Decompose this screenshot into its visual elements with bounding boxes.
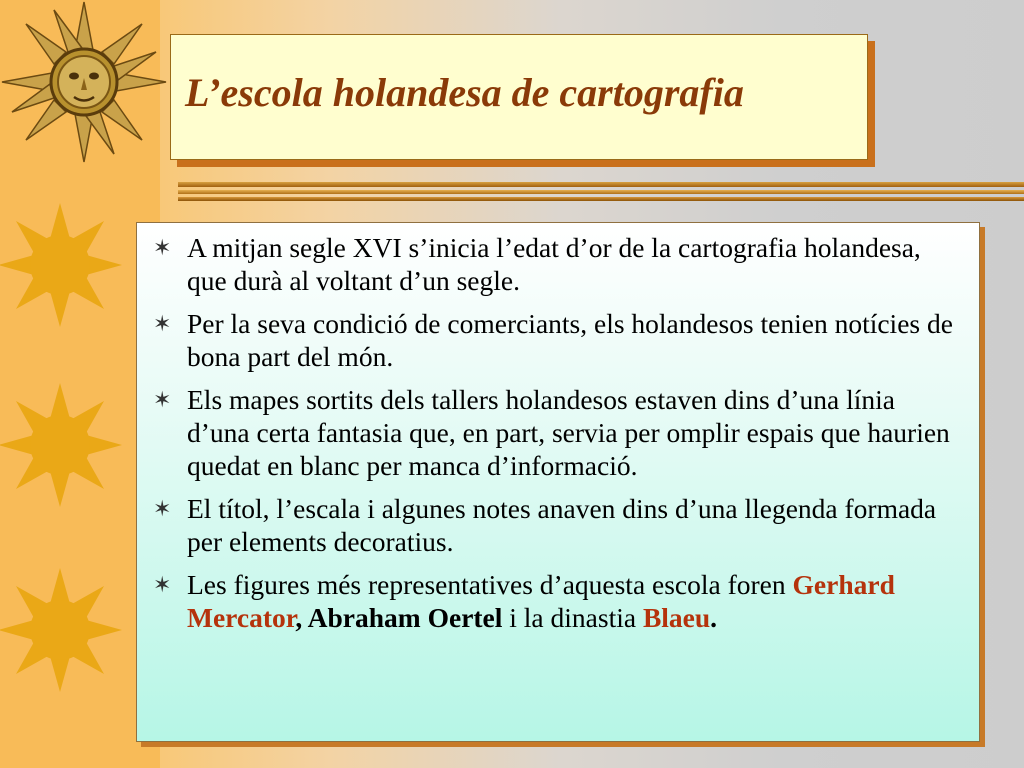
title-box [170,34,868,160]
bullet-text-middle: i la dinastia [502,602,643,633]
bullet-text: Per la seva condició de comerciants, els holandesos tenien notícies de bona part del món. [187,308,953,372]
bullet-text: El títol, l’escala i algunes notes anaven dins d’una llegenda formada per elements decoratius. [187,493,937,557]
bullet-comma: , [295,602,308,633]
content-box [136,222,980,742]
bullet-text-before: Les figures més representatives d’aquesta escola foren [187,569,793,600]
bullet-star-icon: ✶ [153,496,172,521]
bullet-star-icon: ✶ [153,572,172,597]
highlight-name-mercator: Gerhard Mercator [187,569,895,633]
bold-name-oertel: Abraham Oertel [307,602,503,633]
bullet-text: A mitjan segle XVI s’inicia l’edat d’or de la cartografia holandesa, que durà al voltant d’un segle. [187,232,921,296]
bullet-star-icon: ✶ [153,311,172,336]
bullet-period: . [710,602,718,633]
bullet-item [153,492,955,558]
highlight-name-blaeu: Blaeu [642,602,711,633]
title-divider [178,182,1024,202]
bullet-text: Els mapes sortits dels tallers holandesos estaven dins d’una línia d’una certa fantasia que, en part, servia per omplir espais que haurien quedat en blanc per manca d’informació. [187,384,950,481]
bullet-item [153,231,955,297]
bullet-star-icon: ✶ [153,235,172,260]
bullet-item [153,383,955,482]
slide-title: L’escola holandesa de cartografia [185,70,744,115]
bullet-item [153,307,955,373]
bullet-list [137,223,979,634]
bullet-star-icon: ✶ [153,387,172,412]
bullet-item [153,568,955,634]
sun-face-icon [0,0,170,165]
